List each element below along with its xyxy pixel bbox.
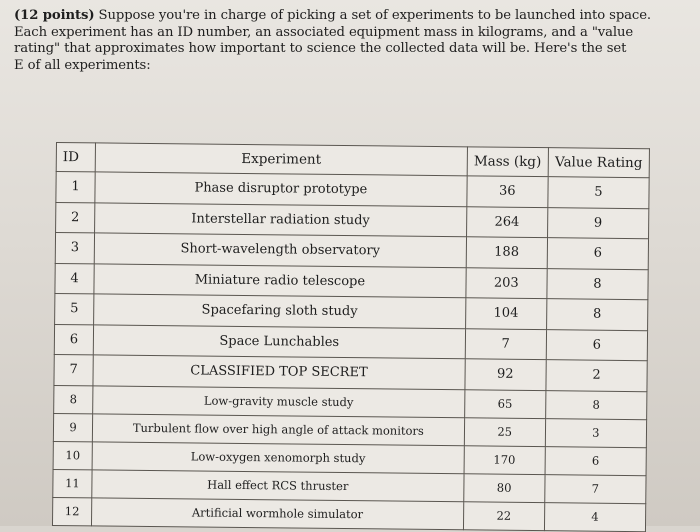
cell-value: 4 xyxy=(544,502,645,531)
cell-id: 11 xyxy=(53,469,92,497)
cell-id: 10 xyxy=(53,441,92,469)
cell-value: 2 xyxy=(546,360,648,392)
cell-experiment: Miniature radio telescope xyxy=(94,263,466,297)
cell-id: 4 xyxy=(55,263,94,294)
cell-id: 5 xyxy=(55,293,94,324)
cell-value: 5 xyxy=(548,177,650,209)
cell-mass: 7 xyxy=(465,328,546,359)
cell-value: 8 xyxy=(547,268,649,300)
cell-mass: 203 xyxy=(466,267,547,298)
intro-line-4: E of all experiments: xyxy=(14,57,151,73)
cell-id: 1 xyxy=(56,172,95,203)
problem-statement xyxy=(14,8,700,74)
cell-experiment: Turbulent flow over high angle of attack monitors xyxy=(92,413,464,445)
cell-mass: 104 xyxy=(465,298,546,329)
header-mass: Mass (kg) xyxy=(467,147,548,177)
experiments-table xyxy=(52,142,650,532)
cell-value: 8 xyxy=(545,390,646,419)
intro-line-3: rating" that approximates how important to science the collected data will be. Here's the set xyxy=(14,41,627,56)
cell-experiment: Interstellar radiation study xyxy=(95,202,467,236)
header-experiment: Experiment xyxy=(95,143,467,176)
cell-experiment: Low-gravity muscle study xyxy=(93,385,465,417)
cell-experiment: Artificial wormhole simulator xyxy=(92,497,464,529)
points-label: (12 points) xyxy=(14,8,95,23)
cell-id: 8 xyxy=(54,385,93,413)
cell-id: 7 xyxy=(54,354,93,385)
header-value: Value Rating xyxy=(548,148,649,178)
cell-experiment: Phase disruptor prototype xyxy=(95,172,467,206)
cell-id: 2 xyxy=(56,202,95,233)
cell-experiment: Spacefaring sloth study xyxy=(94,294,466,328)
cell-mass: 65 xyxy=(464,389,545,418)
cell-mass: 170 xyxy=(464,445,545,474)
cell-experiment: Hall effect RCS thruster xyxy=(92,469,464,501)
intro-line-1: (12 points) Suppose you're in charge of picking a set of experiments to be launched into space. xyxy=(14,8,651,23)
cell-id: 9 xyxy=(53,413,92,441)
cell-id: 12 xyxy=(52,497,91,525)
table-row xyxy=(52,497,645,531)
experiments-table-wrapper xyxy=(52,142,650,526)
cell-experiment: Short-wavelength observatory xyxy=(94,233,466,267)
cell-id: 6 xyxy=(54,324,93,355)
intro-line-2: Each experiment has an ID number, an associated equipment mass in kilograms, and a "value xyxy=(14,24,634,40)
cell-experiment: Space Lunchables xyxy=(93,324,465,358)
cell-value: 7 xyxy=(545,474,646,503)
cell-experiment: CLASSIFIED TOP SECRET xyxy=(93,355,465,389)
cell-mass: 25 xyxy=(464,417,545,446)
cell-value: 6 xyxy=(546,329,648,361)
cell-value: 6 xyxy=(547,238,649,270)
cell-mass: 22 xyxy=(463,501,544,530)
cell-mass: 188 xyxy=(466,237,547,268)
cell-mass: 80 xyxy=(463,473,544,502)
cell-value: 9 xyxy=(547,207,649,239)
cell-value: 6 xyxy=(545,446,646,475)
cell-mass: 264 xyxy=(466,206,547,237)
cell-mass: 36 xyxy=(467,176,548,207)
cell-id: 3 xyxy=(55,233,94,264)
header-id: ID xyxy=(56,143,95,172)
cell-mass: 92 xyxy=(465,359,546,390)
cell-experiment: Low-oxygen xenomorph study xyxy=(92,441,464,473)
cell-value: 3 xyxy=(545,418,646,447)
cell-value: 8 xyxy=(546,299,648,331)
